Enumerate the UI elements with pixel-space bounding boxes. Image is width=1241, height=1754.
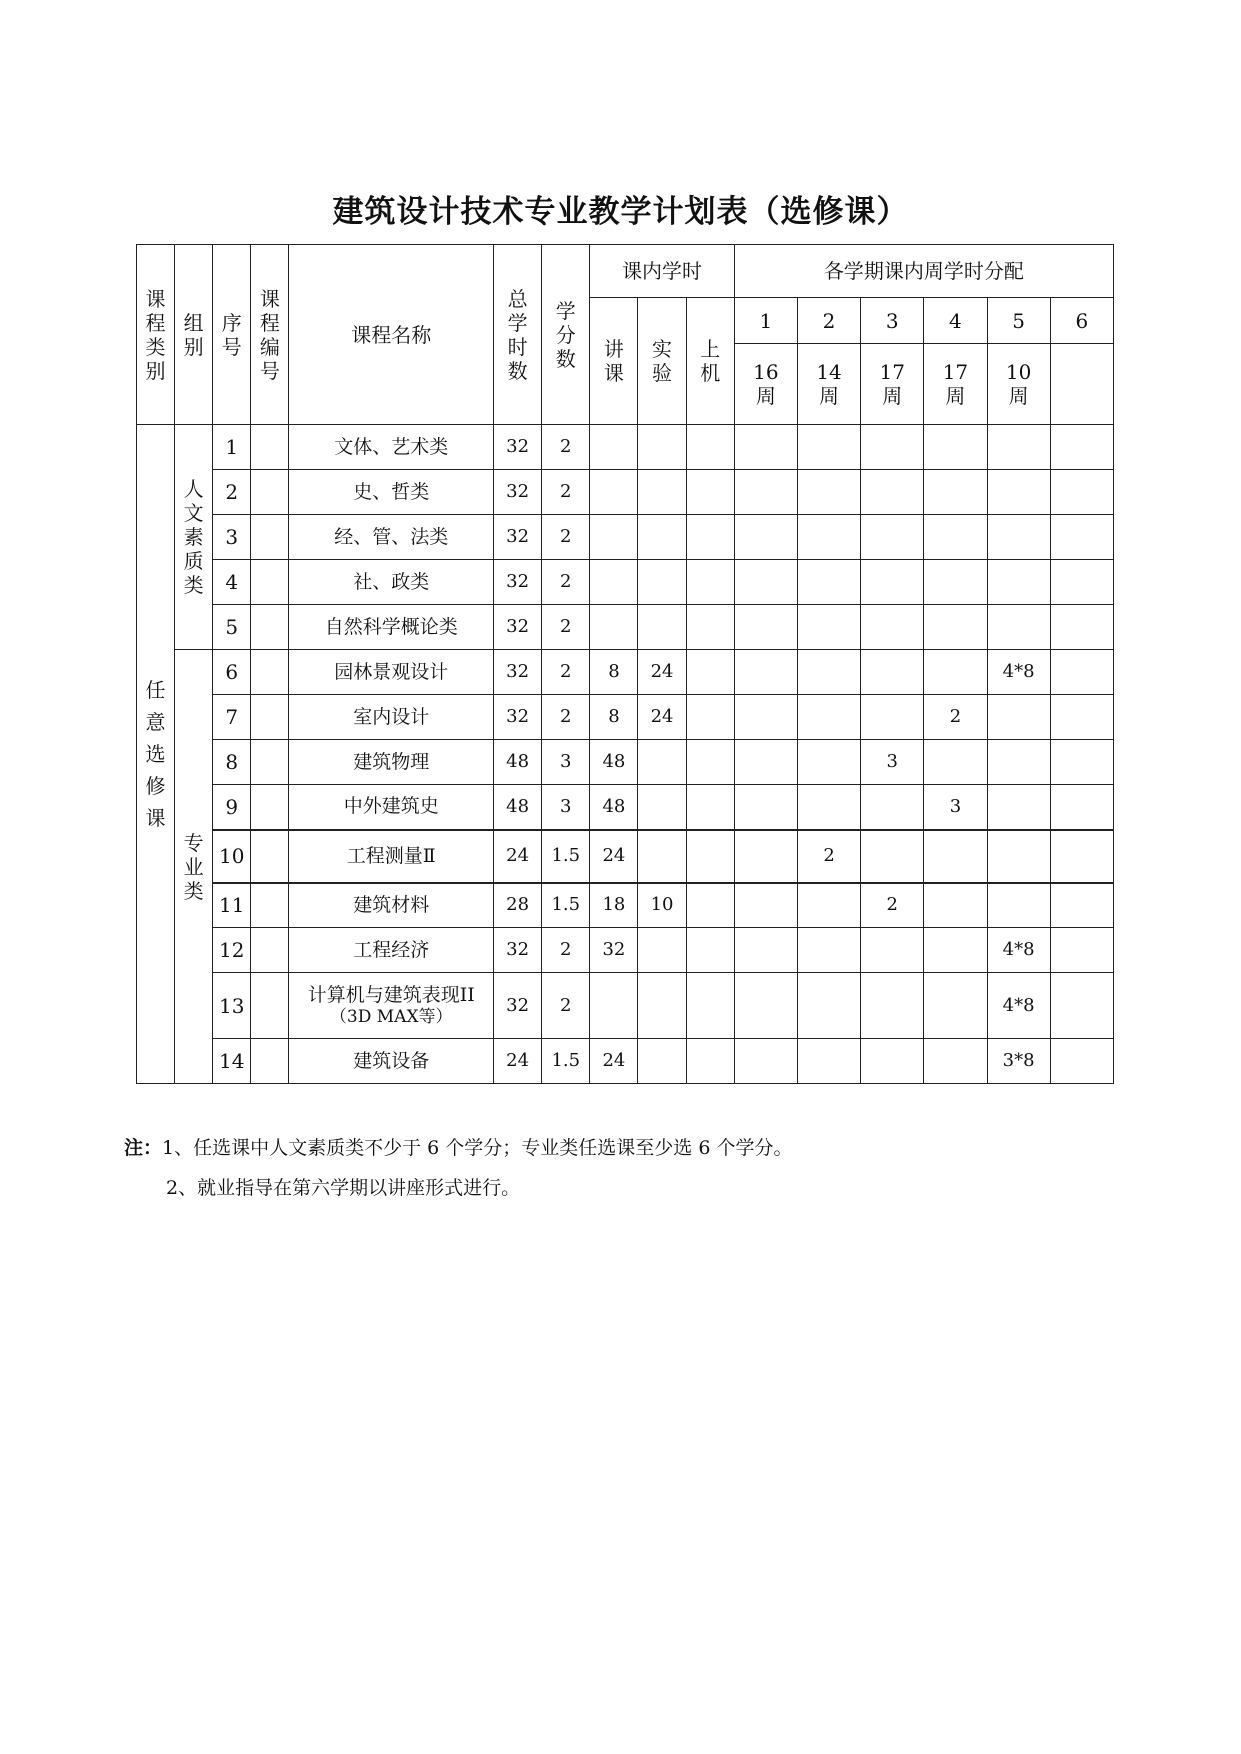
- header-experiment: 实验: [638, 298, 686, 425]
- header-semester-2: 2: [797, 298, 860, 344]
- experiment-cell: [638, 1039, 686, 1084]
- lecture-cell: [590, 605, 638, 650]
- table-row: [137, 785, 1114, 830]
- semester-1-cell: [734, 650, 797, 695]
- semester-3-cell: 2: [861, 883, 924, 928]
- lecture-cell: [590, 560, 638, 605]
- table-row: [137, 883, 1114, 928]
- semester-2-cell: [797, 470, 860, 515]
- computer-cell: [686, 650, 734, 695]
- semester-6-cell: [1050, 425, 1113, 470]
- computer-cell: [686, 740, 734, 785]
- experiment-cell: [638, 560, 686, 605]
- course-name-cell: 建筑设备: [289, 1039, 494, 1084]
- semester-2-cell: [797, 695, 860, 740]
- total-hours-cell: 32: [494, 425, 542, 470]
- semester-5-cell: 4*8: [987, 928, 1050, 973]
- semester-2-cell: [797, 1039, 860, 1084]
- seq-cell: 6: [213, 650, 251, 695]
- notes: [124, 1128, 792, 1208]
- semester-2-cell: 2: [797, 830, 860, 883]
- table-row: [137, 928, 1114, 973]
- table-row: [137, 515, 1114, 560]
- semester-4-cell: [924, 830, 987, 883]
- code-cell: [251, 470, 289, 515]
- course-name-cell: 社、政类: [289, 560, 494, 605]
- credit-cell: 2: [542, 515, 590, 560]
- semester-4-cell: 3: [924, 785, 987, 830]
- group-cell-humanities: 人文素质类: [175, 425, 213, 650]
- semester-1-cell: [734, 785, 797, 830]
- semester-4-cell: [924, 560, 987, 605]
- seq-cell: 9: [213, 785, 251, 830]
- computer-cell: [686, 515, 734, 560]
- table-row: [137, 740, 1114, 785]
- table-row: [137, 830, 1114, 883]
- seq-cell: 10: [213, 830, 251, 883]
- code-cell: [251, 785, 289, 830]
- total-hours-cell: 24: [494, 830, 542, 883]
- header-weeks-5: 10周: [987, 344, 1050, 425]
- header-weekly-dist: 各学期课内周学时分配: [734, 245, 1113, 298]
- total-hours-cell: 28: [494, 883, 542, 928]
- seq-cell: 7: [213, 695, 251, 740]
- semester-2-cell: [797, 740, 860, 785]
- semester-3-cell: [861, 928, 924, 973]
- header-weeks-2: 14周: [797, 344, 860, 425]
- lecture-cell: 18: [590, 883, 638, 928]
- semester-2-cell: [797, 928, 860, 973]
- credit-cell: 2: [542, 695, 590, 740]
- course-name-cell: 计算机与建筑表现II （3D MAX等）: [289, 973, 494, 1039]
- experiment-cell: [638, 470, 686, 515]
- semester-3-cell: [861, 1039, 924, 1084]
- header-name: 课程名称: [289, 245, 494, 425]
- semester-2-cell: [797, 883, 860, 928]
- semester-5-cell: [987, 883, 1050, 928]
- semester-6-cell: [1050, 785, 1113, 830]
- header-group: 组别: [175, 245, 213, 425]
- seq-cell: 8: [213, 740, 251, 785]
- semester-3-cell: [861, 650, 924, 695]
- credit-cell: 2: [542, 973, 590, 1039]
- seq-cell: 12: [213, 928, 251, 973]
- semester-4-cell: [924, 650, 987, 695]
- credit-cell: 2: [542, 650, 590, 695]
- semester-2-cell: [797, 650, 860, 695]
- semester-5-cell: [987, 515, 1050, 560]
- credit-cell: 2: [542, 425, 590, 470]
- computer-cell: [686, 785, 734, 830]
- semester-3-cell: [861, 695, 924, 740]
- semester-4-cell: [924, 425, 987, 470]
- semester-2-cell: [797, 605, 860, 650]
- semester-1-cell: [734, 928, 797, 973]
- header-weeks-3: 17周: [861, 344, 924, 425]
- header-semester-6: 6: [1050, 298, 1113, 344]
- code-cell: [251, 650, 289, 695]
- semester-2-cell: [797, 560, 860, 605]
- semester-6-cell: [1050, 470, 1113, 515]
- credit-cell: 3: [542, 785, 590, 830]
- total-hours-cell: 32: [494, 928, 542, 973]
- semester-5-cell: [987, 830, 1050, 883]
- experiment-cell: [638, 425, 686, 470]
- category-cell: 任意选修课: [137, 425, 175, 1084]
- computer-cell: [686, 1039, 734, 1084]
- computer-cell: [686, 928, 734, 973]
- code-cell: [251, 973, 289, 1039]
- semester-4-cell: [924, 605, 987, 650]
- credit-cell: 1.5: [542, 830, 590, 883]
- notes-label: 注：: [124, 1137, 163, 1159]
- credit-cell: 3: [542, 740, 590, 785]
- table-row: [137, 695, 1114, 740]
- semester-1-cell: [734, 740, 797, 785]
- semester-1-cell: [734, 973, 797, 1039]
- experiment-cell: 10: [638, 883, 686, 928]
- code-cell: [251, 928, 289, 973]
- semester-4-cell: [924, 515, 987, 560]
- lecture-cell: [590, 515, 638, 560]
- header-code: 课程编号: [251, 245, 289, 425]
- semester-3-cell: [861, 470, 924, 515]
- semester-5-cell: [987, 560, 1050, 605]
- header-weeks-6: [1050, 344, 1113, 425]
- header-semester-1: 1: [734, 298, 797, 344]
- total-hours-cell: 24: [494, 1039, 542, 1084]
- semester-5-cell: [987, 425, 1050, 470]
- code-cell: [251, 883, 289, 928]
- header-semester-4: 4: [924, 298, 987, 344]
- header-weeks-1: 16周: [734, 344, 797, 425]
- course-name-cell: 中外建筑史: [289, 785, 494, 830]
- semester-1-cell: [734, 470, 797, 515]
- semester-1-cell: [734, 425, 797, 470]
- lecture-cell: 48: [590, 740, 638, 785]
- seq-cell: 1: [213, 425, 251, 470]
- experiment-cell: [638, 740, 686, 785]
- computer-cell: [686, 425, 734, 470]
- code-cell: [251, 1039, 289, 1084]
- semester-4-cell: [924, 883, 987, 928]
- table-row: [137, 425, 1114, 470]
- table-row: [137, 560, 1114, 605]
- semester-4-cell: [924, 973, 987, 1039]
- lecture-cell: 8: [590, 650, 638, 695]
- computer-cell: [686, 560, 734, 605]
- semester-1-cell: [734, 515, 797, 560]
- semester-6-cell: [1050, 830, 1113, 883]
- experiment-cell: [638, 785, 686, 830]
- credit-cell: 2: [542, 605, 590, 650]
- semester-2-cell: [797, 973, 860, 1039]
- lecture-cell: 48: [590, 785, 638, 830]
- group-cell-professional: 专业类: [175, 650, 213, 1084]
- semester-6-cell: [1050, 605, 1113, 650]
- experiment-cell: [638, 973, 686, 1039]
- credit-cell: 2: [542, 470, 590, 515]
- code-cell: [251, 515, 289, 560]
- code-cell: [251, 830, 289, 883]
- semester-1-cell: [734, 560, 797, 605]
- table-row: [137, 650, 1114, 695]
- semester-3-cell: [861, 973, 924, 1039]
- semester-1-cell: [734, 830, 797, 883]
- total-hours-cell: 32: [494, 515, 542, 560]
- experiment-cell: [638, 928, 686, 973]
- seq-cell: 11: [213, 883, 251, 928]
- note-2: 2、就业指导在第六学期以讲座形式进行。: [166, 1177, 521, 1199]
- credit-cell: 2: [542, 928, 590, 973]
- code-cell: [251, 740, 289, 785]
- page-title: 建筑设计技术专业教学计划表（选修课）: [332, 194, 909, 230]
- semester-5-cell: [987, 740, 1050, 785]
- header-category: 课程类别: [137, 245, 175, 425]
- semester-5-cell: [987, 470, 1050, 515]
- lecture-cell: 24: [590, 830, 638, 883]
- table-row: [137, 470, 1114, 515]
- semester-3-cell: [861, 785, 924, 830]
- header-semester-5: 5: [987, 298, 1050, 344]
- semester-6-cell: [1050, 695, 1113, 740]
- course-name-cell: 室内设计: [289, 695, 494, 740]
- seq-cell: 13: [213, 973, 251, 1039]
- semester-6-cell: [1050, 928, 1113, 973]
- table-row: [137, 973, 1114, 1039]
- course-name-cell: 园林景观设计: [289, 650, 494, 695]
- semester-6-cell: [1050, 883, 1113, 928]
- total-hours-cell: 32: [494, 605, 542, 650]
- lecture-cell: 24: [590, 1039, 638, 1084]
- semester-6-cell: [1050, 560, 1113, 605]
- semester-2-cell: [797, 425, 860, 470]
- experiment-cell: [638, 605, 686, 650]
- seq-cell: 2: [213, 470, 251, 515]
- semester-1-cell: [734, 883, 797, 928]
- experiment-cell: [638, 830, 686, 883]
- semester-1-cell: [734, 695, 797, 740]
- computer-cell: [686, 470, 734, 515]
- course-name-cell: 建筑材料: [289, 883, 494, 928]
- semester-3-cell: [861, 560, 924, 605]
- semester-6-cell: [1050, 740, 1113, 785]
- total-hours-cell: 48: [494, 785, 542, 830]
- semester-4-cell: [924, 740, 987, 785]
- semester-6-cell: [1050, 973, 1113, 1039]
- course-name-cell: 自然科学概论类: [289, 605, 494, 650]
- header-weeks-4: 17周: [924, 344, 987, 425]
- course-name-cell: 史、哲类: [289, 470, 494, 515]
- course-name-cell: 工程经济: [289, 928, 494, 973]
- code-cell: [251, 695, 289, 740]
- lecture-cell: [590, 425, 638, 470]
- course-name-cell: 文体、艺术类: [289, 425, 494, 470]
- total-hours-cell: 32: [494, 650, 542, 695]
- experiment-cell: [638, 515, 686, 560]
- header-seq: 序号: [213, 245, 251, 425]
- course-name-cell: 经、管、法类: [289, 515, 494, 560]
- semester-3-cell: 3: [861, 740, 924, 785]
- course-name-cell: 建筑物理: [289, 740, 494, 785]
- semester-4-cell: [924, 470, 987, 515]
- header-total-hours: 总学时数: [494, 245, 542, 425]
- seq-cell: 14: [213, 1039, 251, 1084]
- header-semester-3: 3: [861, 298, 924, 344]
- computer-cell: [686, 973, 734, 1039]
- code-cell: [251, 605, 289, 650]
- lecture-cell: [590, 973, 638, 1039]
- lecture-cell: [590, 470, 638, 515]
- semester-3-cell: [861, 515, 924, 560]
- table-row: [137, 1039, 1114, 1084]
- computer-cell: [686, 605, 734, 650]
- seq-cell: 4: [213, 560, 251, 605]
- semester-5-cell: [987, 695, 1050, 740]
- elective-plan-table: [136, 244, 1114, 1084]
- semester-5-cell: 3*8: [987, 1039, 1050, 1084]
- experiment-cell: 24: [638, 695, 686, 740]
- semester-3-cell: [861, 605, 924, 650]
- semester-1-cell: [734, 605, 797, 650]
- semester-4-cell: [924, 1039, 987, 1084]
- semester-5-cell: [987, 605, 1050, 650]
- header-computer: 上机: [686, 298, 734, 425]
- semester-4-cell: 2: [924, 695, 987, 740]
- code-cell: [251, 560, 289, 605]
- experiment-cell: 24: [638, 650, 686, 695]
- lecture-cell: 8: [590, 695, 638, 740]
- semester-4-cell: [924, 928, 987, 973]
- lecture-cell: 32: [590, 928, 638, 973]
- credit-cell: 1.5: [542, 883, 590, 928]
- semester-3-cell: [861, 425, 924, 470]
- total-hours-cell: 32: [494, 973, 542, 1039]
- semester-6-cell: [1050, 650, 1113, 695]
- total-hours-cell: 32: [494, 470, 542, 515]
- semester-3-cell: [861, 830, 924, 883]
- header-credits: 学分数: [542, 245, 590, 425]
- credit-cell: 1.5: [542, 1039, 590, 1084]
- semester-6-cell: [1050, 515, 1113, 560]
- header-lecture: 讲课: [590, 298, 638, 425]
- seq-cell: 5: [213, 605, 251, 650]
- seq-cell: 3: [213, 515, 251, 560]
- semester-5-cell: 4*8: [987, 650, 1050, 695]
- credit-cell: 2: [542, 560, 590, 605]
- computer-cell: [686, 883, 734, 928]
- header-in-class: 课内学时: [590, 245, 734, 298]
- total-hours-cell: 32: [494, 560, 542, 605]
- note-1: 1、任选课中人文素质类不少于 6 个学分；专业类任选课至少选 6 个学分。: [162, 1137, 793, 1159]
- code-cell: [251, 425, 289, 470]
- table-row: [137, 605, 1114, 650]
- semester-5-cell: 4*8: [987, 973, 1050, 1039]
- total-hours-cell: 32: [494, 695, 542, 740]
- semester-2-cell: [797, 515, 860, 560]
- computer-cell: [686, 695, 734, 740]
- semester-6-cell: [1050, 1039, 1113, 1084]
- semester-5-cell: [987, 785, 1050, 830]
- semester-1-cell: [734, 1039, 797, 1084]
- course-name-cell: 工程测量Ⅱ: [289, 830, 494, 883]
- total-hours-cell: 48: [494, 740, 542, 785]
- computer-cell: [686, 830, 734, 883]
- semester-2-cell: [797, 785, 860, 830]
